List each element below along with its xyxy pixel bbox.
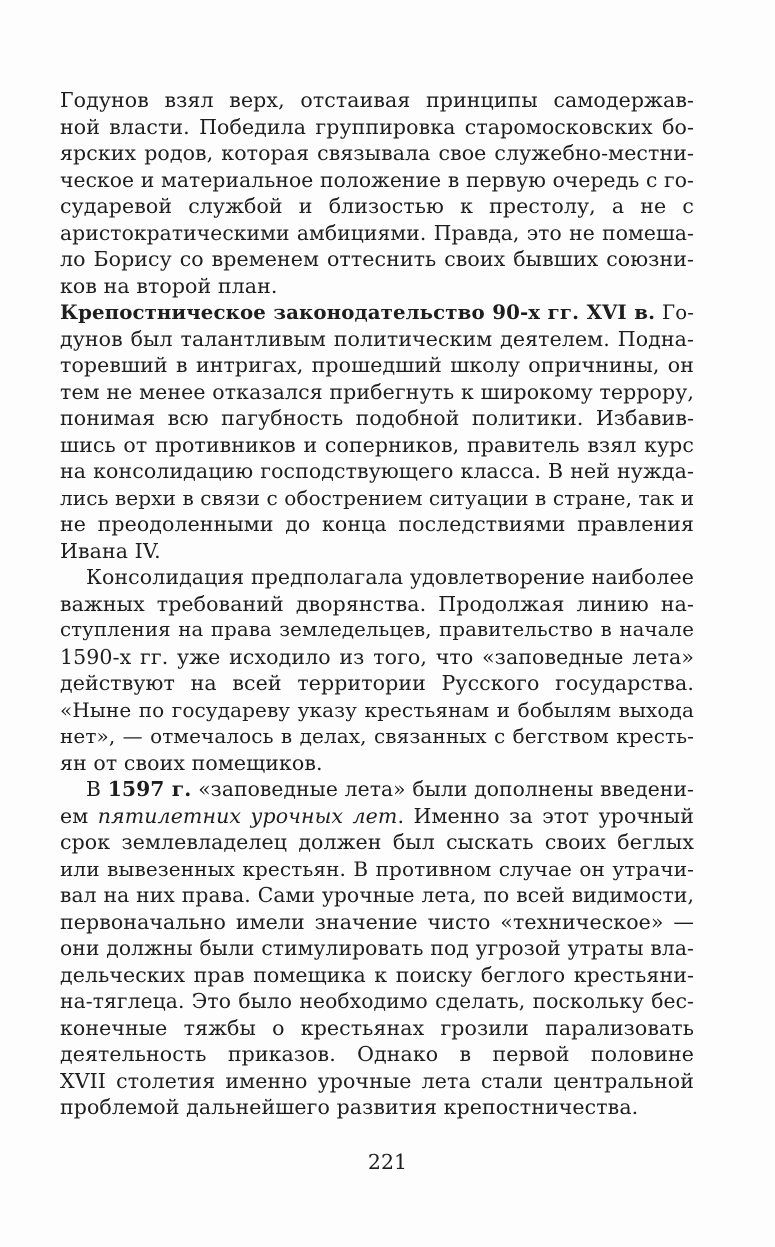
text-line: тем не менее отказался прибегнуть к широкому террору,	[60, 379, 694, 404]
text-line: ло Борису со временем оттеснить своих бывших союзни-	[60, 247, 694, 271]
text-line: первоначально имели значение чисто «техническое» —	[60, 909, 694, 934]
text-line: дунов был талантливым политическим деятелем. Подна-	[60, 326, 694, 351]
body-text	[60, 87, 694, 1121]
term-emphasis: пятилетних урочных лет	[97, 803, 398, 828]
text-run: . Именно за этот урочный	[397, 803, 694, 828]
text-line	[60, 299, 694, 326]
text-line: нет», — отмечалось в делах, связанных с бегством кресть-	[60, 724, 694, 748]
text-line	[60, 776, 694, 803]
text-line: Консолидация предполагала удовлетворение наиболее	[86, 565, 694, 589]
text-line: ков на второй план.	[60, 273, 278, 298]
text-run: В	[86, 777, 108, 801]
text-run: «заповедные лета» были дополнены введени-	[191, 777, 694, 801]
text-line: они должны были стимулировать под угрозой утраты вла-	[60, 936, 694, 960]
text-line: проблемой дальнейшего развития крепостничества.	[60, 1095, 639, 1119]
text-line: Ивана IV.	[60, 538, 161, 563]
text-line: конечные тяжбы о крестьянах грозили парализовать	[60, 1015, 694, 1040]
text-line: дельческих прав помещика к поиску беглого крестьяни-	[60, 962, 694, 987]
text-line: не преодоленными до конца последствиями правления	[60, 512, 694, 536]
text-line: на-тяглеца. Это было необходимо сделать, поскольку бес-	[60, 989, 694, 1013]
text-line: ярских родов, которая связывала свое служебно-местни-	[60, 141, 694, 165]
text-line: на консолидацию господствующего класса. В ней нужда-	[60, 459, 694, 483]
text-line: 1590-х гг. уже исходило из того, что «заповедные лета»	[60, 644, 694, 669]
text-line: аристократическими амбициями. Правда, это не помеша-	[60, 220, 694, 245]
text-line: действуют на всей территории Русского государства.	[60, 671, 694, 695]
text-line	[60, 803, 694, 830]
year-highlight: 1597 г.	[107, 777, 192, 801]
paragraph-1	[60, 87, 694, 299]
text-run: Го-	[655, 301, 694, 324]
text-line: Годунов взял верх, отстаивая принципы самодержав-	[60, 88, 694, 112]
text-line: «Ныне по государеву указу крестьянам и бобылям выхода	[60, 697, 694, 722]
text-line: ческое и материальное положение в первую очередь с го-	[60, 167, 694, 192]
text-line: сударевой службой и близостью к престолу, а не с	[60, 194, 694, 218]
text-line: ной власти. Победила группировка старомосковских бо-	[60, 114, 694, 139]
text-line: ян от своих помещиков.	[60, 750, 323, 775]
text-line: шись от противников и соперников, правитель взял курс	[60, 432, 694, 457]
text-line: лись верхи в связи с обострением ситуации в стране, так и	[60, 485, 695, 510]
paragraph-2	[60, 299, 694, 564]
paragraph-3	[60, 564, 694, 776]
text-line: или вывезенных крестьян. В противном случае он утрачи-	[60, 856, 694, 881]
text-line: важных требований дворянства. Продолжая линию на-	[60, 591, 694, 616]
text-line: деятельность приказов. Однако в первой половине	[60, 1042, 694, 1066]
text-line: XVII столетия именно урочные лета стали центральной	[60, 1068, 694, 1093]
text-line: понимая всю пагубность подобной политики. Избавив-	[60, 406, 694, 430]
text-line: вал на них права. Сами урочные лета, по всей видимости,	[60, 883, 694, 907]
text-line: срок землевладелец должен был сыскать своих беглых	[60, 830, 694, 854]
page-number: 221	[367, 1150, 408, 1174]
section-heading: Крепостническое законодательство 90-х гг. XVI в.	[60, 300, 656, 324]
text-line: ступления на права земледельцев, правительство в начале	[60, 618, 694, 641]
text-run: ем	[60, 803, 98, 828]
text-line: торевший в интригах, прошедший школу опричнины, он	[60, 353, 694, 377]
paragraph-4	[60, 776, 694, 1121]
